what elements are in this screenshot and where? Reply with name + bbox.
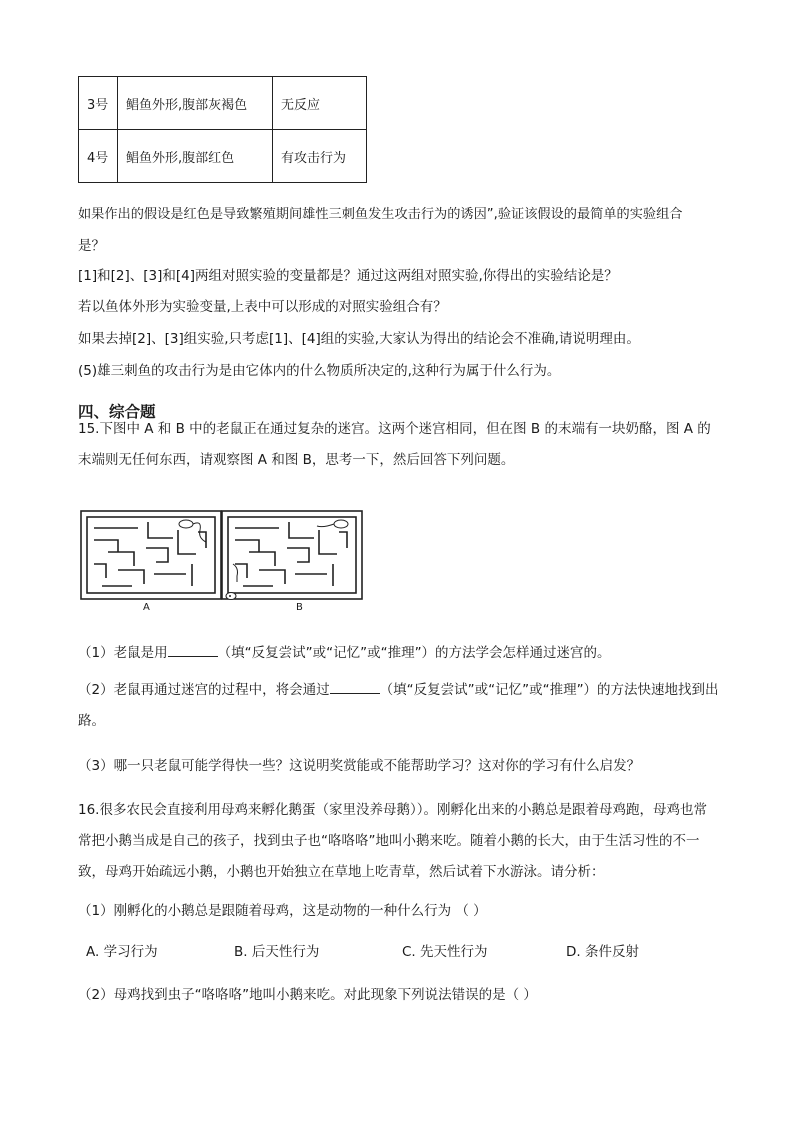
q16-sub-1: （1）刚孵化的小鹅总是跟随着母鸡，这是动物的一种什么行为 （ ） — [78, 903, 487, 919]
maze-a-figure — [78, 508, 224, 612]
choice-b[interactable]: B. 后天性行为 — [234, 944, 320, 960]
q16-sub-2: （2）母鸡找到虫子“咯咯咯”地叫小鹅来吃。对此现象下列说法错误的是（ ） — [78, 987, 537, 1003]
q15-sub-1-text-a: （1）老鼠是用 — [78, 645, 168, 661]
maze-a-label: A — [143, 602, 150, 613]
choice-d[interactable]: D. 条件反射 — [566, 944, 639, 960]
q15-stem: 15.下图中 A 和 B 中的老鼠正在通过复杂的迷宫。这两个迷宫相同，但在图 B 的末端有一块奶酪，图 A 的末端则无任何东西，请观察图 A 和图 B，思考一下，然后回答下列问题。 — [78, 421, 711, 468]
q14-line-5: 如果去掉[2]、[3]组实验,只考虑[1]、[4]组的实验,大家认为得出的结论会不准确,请说明理由。 — [78, 331, 640, 347]
table-row — [79, 130, 367, 183]
q14-line-3: [1]和[2]、[3]和[4]两组对照实验的变量都是？通过这两组对照实验,你得出的实验结论是？ — [78, 268, 618, 284]
section-heading: 四、综合题 — [78, 403, 156, 421]
table-cell-appearance: 鲳鱼外形,腹部红色 — [118, 130, 273, 183]
choice-c[interactable]: C. 先天性行为 — [402, 944, 488, 960]
q15-sub-2-text-a: （2）老鼠再通过迷宫的过程中，将会通过 — [78, 682, 330, 698]
cheese-icon — [226, 593, 236, 600]
q14-line-4: 若以鱼体外形为实验变量,上表中可以形成的对照实验组合有？ — [78, 299, 447, 315]
table-cell-result: 无反应 — [273, 77, 367, 130]
q14-line-1: 如果作出的假设是红色是导致繁殖期间雄性三刺鱼发生攻击行为的诱因”,验证该假设的最简单的实验组合 — [78, 207, 683, 222]
table-cell-id: 4号 — [79, 130, 118, 183]
q16-stem: 16.很多农民会直接利用母鸡来孵化鹅蛋（家里没养母鹅））。刚孵化出来的小鹅总是跟着母鸡跑，母鸡也常常把小鹅当成是自己的孩子，找到虫子也“咯咯咯”地叫小鹅来吃。随着小鹅的长大，由于生活习性的不一致，母鸡开始疏远小鹅，小鹅也开始独立在草地上吃青草，然后试着下水游泳。请分析： — [78, 802, 707, 880]
experiment-table — [78, 76, 367, 183]
q14-line-6: (5)雄三刺鱼的攻击行为是由它体内的什么物质所决定的,这种行为属于什么行为。 — [78, 363, 561, 379]
q15-sub-2-text-b: （填“反复尝试”或“记忆”或“推理”）的方法快速地找到出路。 — [78, 682, 719, 729]
q15-sub-3: （3）哪一只老鼠可能学得快一些？这说明奖赏能或不能帮助学习？这对你的学习有什么启发？ — [78, 758, 641, 774]
table-cell-result: 有攻击行为 — [273, 130, 367, 183]
table-cell-appearance: 鲳鱼外形,腹部灰褐色 — [118, 77, 273, 130]
maze-b-figure — [219, 508, 365, 612]
maze-a-drawing — [78, 508, 224, 612]
table-cell-id: 3号 — [79, 77, 118, 130]
q15-sub-1 — [78, 642, 611, 663]
q14-line-2: 是？ — [78, 238, 105, 254]
q15-sub-1-text-b: （填“反复尝试”或“记忆”或“推理”）的方法学会怎样通过迷宫的。 — [217, 645, 611, 661]
q15-sub-2 — [78, 675, 728, 737]
choice-a[interactable]: A. 学习行为 — [86, 944, 158, 960]
q15-sub-2-blank[interactable] — [330, 679, 380, 694]
maze-b-label: B — [296, 602, 303, 613]
q15-sub-1-blank[interactable] — [168, 642, 218, 657]
table-row — [79, 77, 367, 130]
maze-b-drawing — [219, 508, 365, 612]
